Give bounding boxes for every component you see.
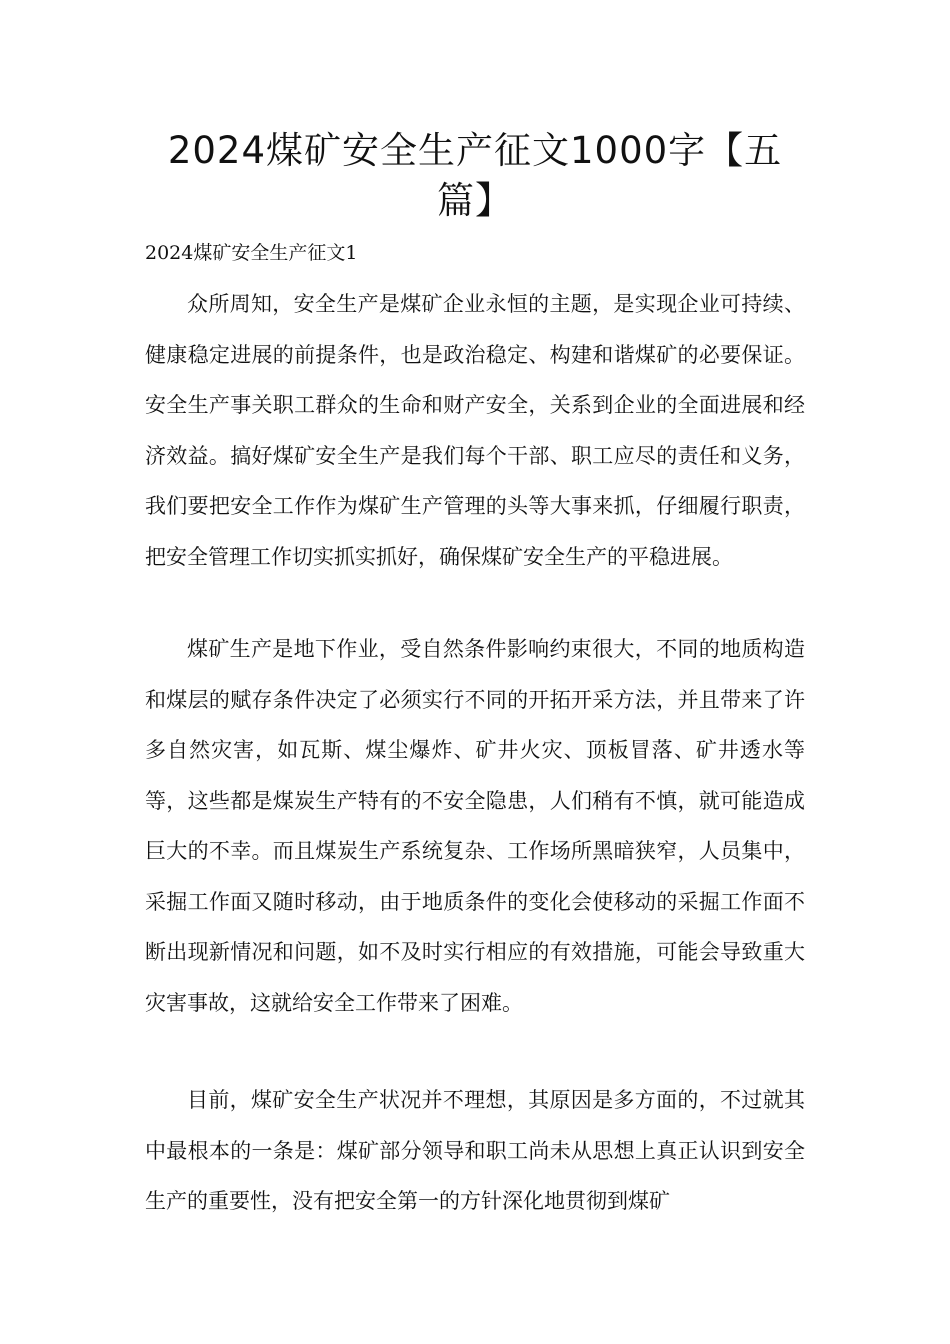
paragraph-3: 目前，煤矿安全生产状况并不理想，其原因是多方面的，不过就其中最根本的一条是：煤矿部分领导和职工尚未从思想上真正认识到安全生产的重要性，没有把安全第一的方针深化地贯彻到煤矿: [145, 1088, 805, 1213]
section-heading: 2024煤矿安全生产征文1: [145, 242, 358, 264]
paragraph-2: 煤矿生产是地下作业，受自然条件影响约束很大，不同的地质构造和煤层的赋存条件决定了必须实行不同的开拓开采方法，并且带来了许多自然灾害，如瓦斯、煤尘爆炸、矿井火灾、顶板冒落、矿井透水等等，这些都是煤炭生产特有的不安全隐患，人们稍有不慎，就可能造成巨大的不幸。而且煤炭生产系统复杂、工作场所黑暗狭窄，人员集中，采掘工作面又随时移动，由于地质条件的变化会使移动的采掘工作面不断出现新情况和问题，如不及时实行相应的有效措施，可能会导致重大灾害事故，这就给安全工作带来了困难。: [145, 637, 805, 1015]
paragraph-1: 众所周知，安全生产是煤矿企业永恒的主题，是实现企业可持续、健康稳定进展的前提条件，也是政治稳定、构建和谐煤矿的必要保证。安全生产事关职工群众的生命和财产安全，关系到企业的全面进展和经济效益。搞好煤矿安全生产是我们每个干部、职工应尽的责任和义务，我们要把安全工作作为煤矿生产管理的头等大事来抓，仔细履行职责，把安全管理工作切实抓实抓好，确保煤矿安全生产的平稳进展。: [145, 292, 805, 569]
document-title: 2024煤矿安全生产征文1000字【五篇】: [167, 129, 783, 222]
